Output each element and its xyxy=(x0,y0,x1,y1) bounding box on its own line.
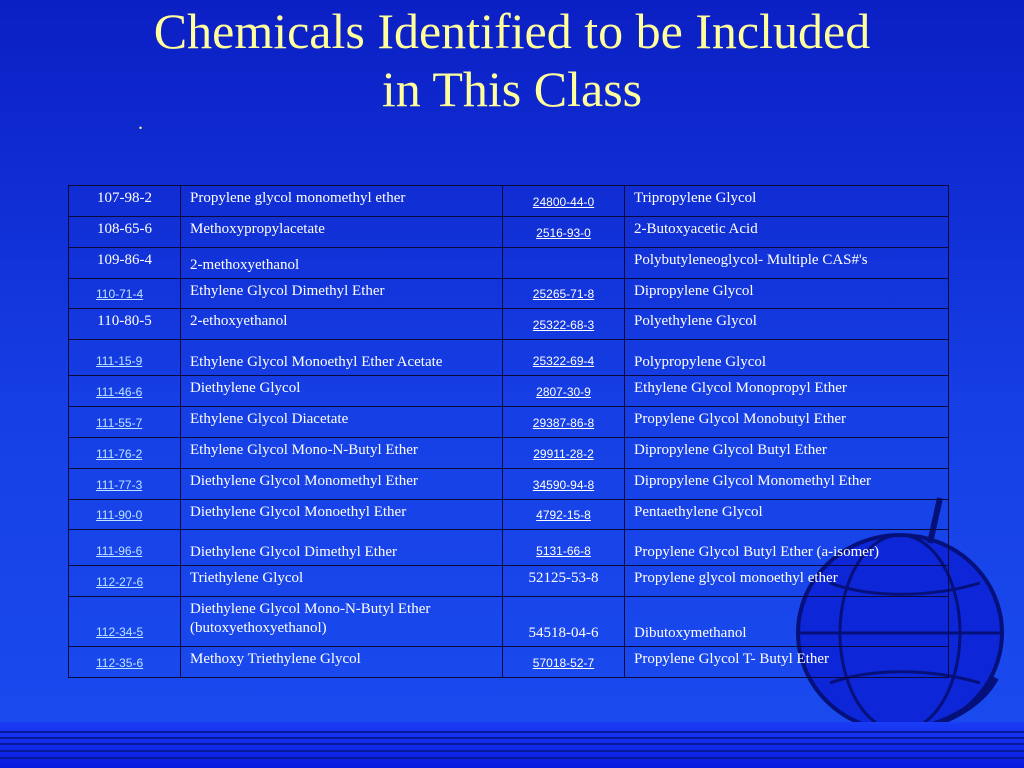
chemical-name-cell: Diethylene Glycol Mono-N-Butyl Ether (butoxyethoxyethanol) xyxy=(181,597,503,647)
chemical-name-cell: Pentaethylene Glycol xyxy=(625,500,949,530)
table-row xyxy=(69,186,949,217)
chemicals-table xyxy=(68,185,949,678)
cas-number-link[interactable]: 111-77-3 xyxy=(69,469,181,500)
table-row xyxy=(69,597,949,647)
cas-number-link[interactable]: 24800-44-0 xyxy=(503,186,625,217)
bottom-band xyxy=(0,722,1024,768)
chemical-name-cell: Ethylene Glycol Monoethyl Ether Acetate xyxy=(181,340,503,376)
cas-number-link[interactable]: 25265-71-8 xyxy=(503,279,625,309)
chemical-name-cell: Methoxy Triethylene Glycol xyxy=(181,647,503,678)
chemical-name-cell: Dipropylene Glycol Butyl Ether xyxy=(625,438,949,469)
table-row xyxy=(69,340,949,376)
cas-number-link[interactable]: 34590-94-8 xyxy=(503,469,625,500)
chemical-name-cell: Polybutyleneoglycol- Multiple CAS#'s xyxy=(625,248,949,279)
cas-number-link[interactable]: 112-27-6 xyxy=(69,566,181,597)
cas-number-link[interactable]: 5131-66-8 xyxy=(503,530,625,566)
table-row xyxy=(69,438,949,469)
chemical-name-cell: Dipropylene Glycol xyxy=(625,279,949,309)
chemical-name-cell: 2-Butoxyacetic Acid xyxy=(625,217,949,248)
cas-number-link[interactable]: 25322-68-3 xyxy=(503,309,625,340)
cas-number-link[interactable]: 57018-52-7 xyxy=(503,647,625,678)
chemical-name-cell: Diethylene Glycol Monoethyl Ether xyxy=(181,500,503,530)
cas-number-cell: 109-86-4 xyxy=(69,248,181,279)
chemical-name-cell: Propylene glycol monomethyl ether xyxy=(181,186,503,217)
cas-number-link[interactable]: 112-34-5 xyxy=(69,597,181,647)
chemical-name-cell: Dibutoxymethanol xyxy=(625,597,949,647)
table-row xyxy=(69,279,949,309)
slide-title xyxy=(0,2,1024,118)
bottom-stripe xyxy=(0,750,1024,752)
table-row xyxy=(69,469,949,500)
chemical-name-cell: 2-methoxyethanol xyxy=(181,248,503,279)
chemical-name-cell: Propylene Glycol T- Butyl Ether xyxy=(625,647,949,678)
cas-number-link[interactable]: 111-55-7 xyxy=(69,407,181,438)
chemical-name-cell: Methoxypropylacetate xyxy=(181,217,503,248)
cas-number-cell: 52125-53-8 xyxy=(503,566,625,597)
cas-number-link[interactable]: 111-96-6 xyxy=(69,530,181,566)
bottom-stripe xyxy=(0,743,1024,745)
cas-number-cell-empty xyxy=(503,248,625,279)
cas-number-link[interactable]: 2516-93-0 xyxy=(503,217,625,248)
table-row xyxy=(69,530,949,566)
bullet-dot: . xyxy=(138,112,143,134)
cas-number-cell: 110-80-5 xyxy=(69,309,181,340)
chemical-name-cell: Polypropylene Glycol xyxy=(625,340,949,376)
cas-number-link[interactable]: 111-15-9 xyxy=(69,340,181,376)
slide-title-line-2: in This Class xyxy=(381,61,643,117)
cas-number-link[interactable]: 112-35-6 xyxy=(69,647,181,678)
bottom-stripe xyxy=(0,737,1024,739)
chemical-name-cell: Propylene Glycol Monobutyl Ether xyxy=(625,407,949,438)
cas-number-link[interactable]: 29387-86-8 xyxy=(503,407,625,438)
chemical-name-cell: Diethylene Glycol Monomethyl Ether xyxy=(181,469,503,500)
cas-number-cell: 108-65-6 xyxy=(69,217,181,248)
table-row xyxy=(69,647,949,678)
table-row xyxy=(69,407,949,438)
chemical-name-cell: Propylene glycol monoethyl ether xyxy=(625,566,949,597)
chemical-name-cell: Dipropylene Glycol Monomethyl Ether xyxy=(625,469,949,500)
cas-number-link[interactable]: 111-90-0 xyxy=(69,500,181,530)
cas-number-link[interactable]: 111-46-6 xyxy=(69,376,181,407)
table-row xyxy=(69,500,949,530)
chemical-name-cell: Propylene Glycol Butyl Ether (a-isomer) xyxy=(625,530,949,566)
chemical-name-cell: Tripropylene Glycol xyxy=(625,186,949,217)
chemical-name-cell: Ethylene Glycol Diacetate xyxy=(181,407,503,438)
table-row xyxy=(69,248,949,279)
table-row xyxy=(69,309,949,340)
cas-number-link[interactable]: 110-71-4 xyxy=(69,279,181,309)
chemical-name-cell: 2-ethoxyethanol xyxy=(181,309,503,340)
bottom-stripe xyxy=(0,731,1024,733)
cas-number-link[interactable]: 2807-30-9 xyxy=(503,376,625,407)
chemical-name-cell: Ethylene Glycol Monopropyl Ether xyxy=(625,376,949,407)
cas-number-link[interactable]: 29911-28-2 xyxy=(503,438,625,469)
cas-number-cell: 107-98-2 xyxy=(69,186,181,217)
cas-number-link[interactable]: 25322-69-4 xyxy=(503,340,625,376)
chemical-name-cell: Ethylene Glycol Mono-N-Butyl Ether xyxy=(181,438,503,469)
cas-number-link[interactable]: 111-76-2 xyxy=(69,438,181,469)
cas-number-cell: 54518-04-6 xyxy=(503,597,625,647)
cas-number-link[interactable]: 4792-15-8 xyxy=(503,500,625,530)
table-row xyxy=(69,566,949,597)
chemical-name-cell: Triethylene Glycol xyxy=(181,566,503,597)
table-row xyxy=(69,376,949,407)
slide-title-line-1: Chemicals Identified to be Included xyxy=(153,3,871,59)
chemical-name-cell: Polyethylene Glycol xyxy=(625,309,949,340)
bottom-stripe xyxy=(0,757,1024,759)
chemical-name-cell: Ethylene Glycol Dimethyl Ether xyxy=(181,279,503,309)
table-row xyxy=(69,217,949,248)
chemical-name-cell: Diethylene Glycol Dimethyl Ether xyxy=(181,530,503,566)
chemical-name-cell: Diethylene Glycol xyxy=(181,376,503,407)
